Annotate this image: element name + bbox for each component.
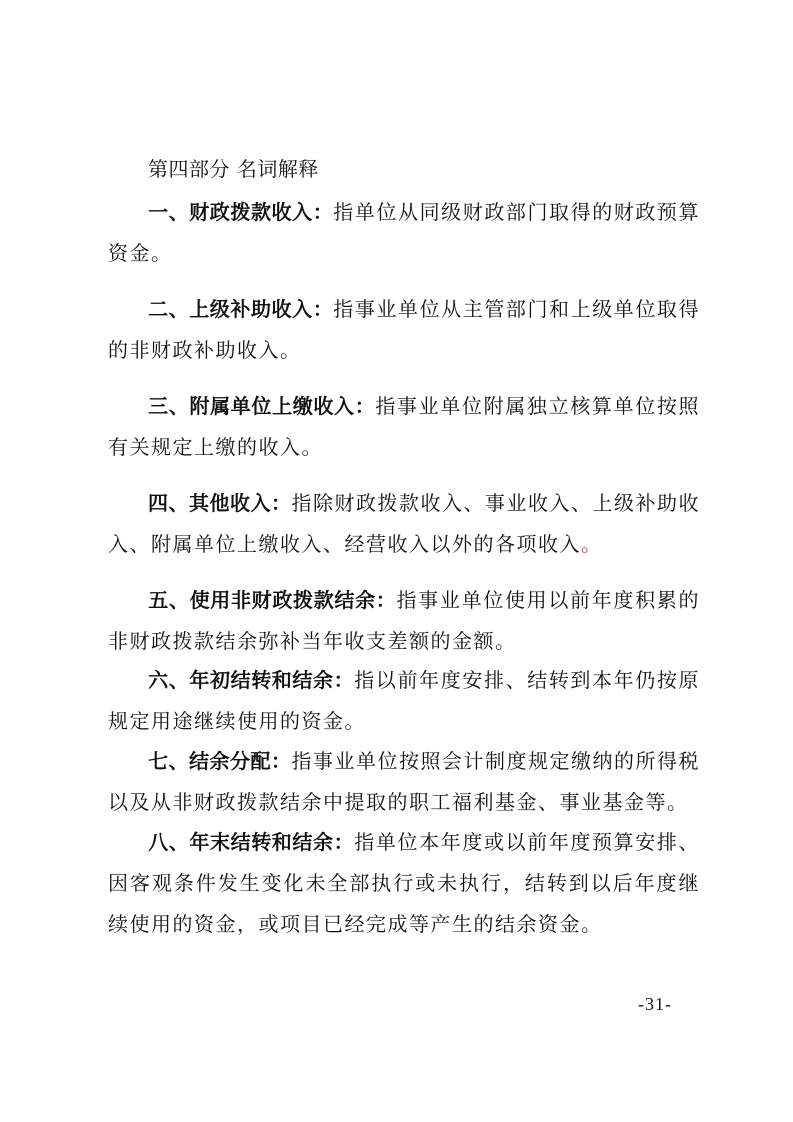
entry-8: [108, 822, 700, 945]
entry-term: 一、财政拨款收入：: [148, 200, 334, 224]
entry-term: 六、年初结转和结余：: [148, 668, 355, 692]
entry-definition: 指事业单位从主管部门和上级单位取得的非财政补助收入。: [108, 297, 701, 362]
entry-definition: 指以前年度安排、结转到本年仍按原规定用途继续使用的资金。: [108, 668, 701, 733]
section-title: 第四部分 名词解释: [148, 157, 319, 181]
entry-term: 八、年末结转和结余：: [148, 830, 355, 854]
entry-term: 三、附属单位上缴收入：: [148, 394, 376, 418]
entry-1: [108, 192, 700, 274]
entry-definition: 指单位从同级财政部门取得的财政预算资金。: [108, 200, 701, 265]
entry-3: [108, 386, 700, 468]
entry-7: [108, 741, 700, 823]
entry-2: [108, 289, 700, 371]
entry-4: [108, 483, 700, 565]
entry-definition: 指事业单位使用以前年度积累的非财政拨款结余弥补当年收支差额的金额。: [108, 588, 700, 653]
entry-term: 二、上级补助收入：: [148, 297, 334, 321]
page-number: -31-: [638, 994, 672, 1014]
entry-suffix: 。: [581, 532, 603, 556]
entry-definition: 指除财政拨款收入、事业收入、上级补助收入、附属单位上缴收入、经营收入以外的各项收入: [108, 491, 700, 556]
entry-definition: 指事业单位按照会计制度规定缴纳的所得税以及从非财政拨款结余中提取的职工福利基金、事业基金等。: [108, 749, 700, 814]
entry-term: 五、使用非财政拨款结余：: [148, 588, 397, 612]
entry-term: 七、结余分配：: [148, 749, 292, 773]
entry-definition: 指单位本年度或以前年度预算安排、因客观条件发生变化未全部执行或未执行，结转到以后年度继续使用的资金，或项目已经完成等产生的结余资金。: [108, 830, 701, 936]
entry-6: [108, 660, 700, 742]
entry-term: 四、其他收入：: [148, 491, 292, 515]
entry-5: [108, 580, 700, 662]
entry-definition: 指事业单位附属独立核算单位按照有关规定上缴的收入。: [108, 394, 701, 459]
